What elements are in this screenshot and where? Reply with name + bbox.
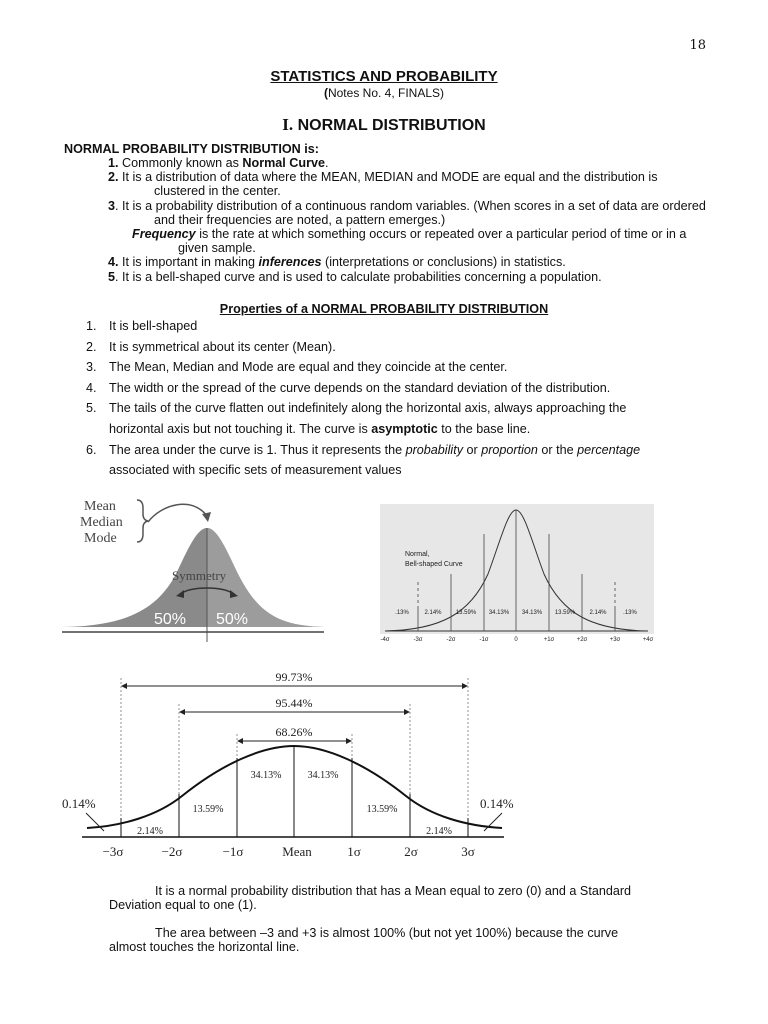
curved-arrow-icon — [148, 504, 207, 522]
definition-item — [108, 170, 708, 198]
item-text: Commonly known as — [122, 156, 243, 170]
definition-item — [108, 255, 708, 269]
section-heading — [0, 115, 768, 135]
definition-item — [108, 199, 708, 227]
property-continuation — [86, 419, 706, 440]
region-pct: .13% — [623, 610, 637, 616]
item-text: It is symmetrical about its center (Mean). — [109, 339, 336, 354]
region-pct: 13.59% — [192, 804, 224, 815]
section-number: I. — [282, 115, 294, 134]
figure-mean-median-mode — [62, 492, 324, 642]
frequency-term: Frequency — [132, 227, 196, 242]
item-text: The area under the curve is 1. Thus it represents the — [109, 442, 406, 457]
arrowhead-icon — [121, 683, 127, 689]
region-pct: 2.14% — [426, 826, 452, 837]
definition-item — [108, 156, 708, 170]
axis-tick: -2σ — [446, 637, 456, 643]
region-pct: 2.14% — [137, 826, 163, 837]
definition-list — [108, 156, 708, 284]
subtitle-paren: ( — [323, 86, 328, 100]
empirical-rule-figure — [62, 668, 514, 864]
page-subtitle — [0, 86, 768, 100]
paragraph-line: almost touches the horizontal line. — [109, 940, 300, 955]
item-italic: percentage — [577, 442, 641, 457]
tail-right-label: 0.14% — [480, 796, 514, 811]
axis-tick: −1σ — [222, 844, 244, 859]
properties-list — [86, 316, 706, 481]
curve-title-2: Bell-shaped Curve — [405, 561, 463, 568]
arrowhead-icon — [346, 738, 352, 744]
item-text: or the — [537, 442, 578, 457]
span-95-label: 95.44% — [275, 696, 313, 710]
item-text: It is important in making — [122, 255, 259, 270]
section-title: NORMAL DISTRIBUTION — [297, 117, 486, 134]
region-pct: 34.13% — [488, 610, 510, 616]
paragraph-line: It is a normal probability distribution that has a Mean equal to zero (0) and a Standard — [155, 884, 632, 898]
region-pct: .13% — [395, 610, 409, 616]
paragraph-line: The area between –3 and +3 is almost 100% (but not yet 100%) because the curve — [155, 926, 619, 940]
property-item — [86, 316, 706, 337]
definition-heading: NORMAL PROBABILITY DISTRIBUTION is: — [64, 142, 319, 156]
item-text: to the base line. — [437, 421, 531, 436]
item-number: 3 — [108, 198, 116, 213]
page-title: STATISTICS AND PROBABILITY — [270, 68, 498, 85]
region-pct: 2.14% — [424, 610, 442, 616]
right-percent: 50% — [216, 611, 249, 628]
axis-tick: +4σ — [642, 637, 654, 643]
arrowhead-icon — [404, 709, 410, 715]
region-pct: 13.59% — [366, 804, 398, 815]
property-item — [86, 440, 706, 461]
item-text: . It is a bell-shaped curve and is used to calculate probabilities concerning a population. — [115, 269, 602, 284]
bell-curve-symmetry-figure — [62, 492, 324, 642]
item-text: is the rate at which something occurs or repeated over a particular period of time or in a given sample. — [178, 227, 687, 256]
axis-tick: 1σ — [347, 844, 361, 859]
axis-tick: 3σ — [461, 844, 475, 859]
item-text: The tails of the curve flatten out indefinitely along the horizontal axis, always approaching the — [109, 401, 627, 416]
axis-tick: +1σ — [543, 637, 555, 643]
curve-title-1: Normal, — [405, 551, 430, 558]
region-pct: 34.13% — [250, 770, 282, 781]
mode-label: Mode — [84, 531, 117, 546]
axis-tick: Mean — [282, 844, 312, 859]
mean-label: Mean — [84, 499, 116, 514]
item-number: 1. — [108, 156, 119, 170]
item-italic: probability — [405, 442, 463, 457]
arrowhead-icon — [202, 512, 211, 522]
axis-tick: -3σ — [413, 637, 423, 643]
page-number: 18 — [689, 38, 706, 53]
axis-tick: +2σ — [576, 637, 588, 643]
region-pct: 13.59% — [554, 610, 576, 616]
axis-tick: +3σ — [609, 637, 621, 643]
item-number: 1. — [86, 319, 97, 333]
item-text: It is a distribution of data where the MEAN, MEDIAN and MODE are equal and the distribution is clustered in the center. — [122, 170, 658, 199]
figure-bell-shaped-curve — [380, 504, 654, 645]
property-continuation: associated with specific sets of measurement values — [109, 463, 402, 478]
axis-tick: -1σ — [479, 637, 489, 643]
median-label: Median — [80, 515, 123, 530]
item-text: (interpretations or conclusions) in statistics. — [321, 255, 566, 270]
item-text: . — [325, 156, 329, 170]
item-bold: inferences — [258, 255, 322, 270]
item-text: The Mean, Median and Mode are equal and they coincide at the center. — [109, 360, 508, 375]
item-number: 4. — [86, 380, 97, 395]
item-text: The width or the spread of the curve depends on the standard deviation of the distribution. — [109, 380, 611, 395]
axis-tick: 2σ — [404, 844, 418, 859]
item-text: . It is a probability distribution of a continuous random variables. (When scores in a set of data are ordered and their frequencies are noted, a pattern emerges.) — [115, 198, 706, 227]
frequency-definition — [108, 227, 708, 255]
item-text: horizontal axis but not touching it. The curve is — [109, 421, 372, 436]
region-pct: 13.59% — [455, 610, 477, 616]
paragraph-line: Deviation equal to one (1). — [109, 898, 257, 913]
span-99-label: 99.73% — [275, 670, 313, 684]
item-text: It is bell-shaped — [109, 319, 198, 333]
definition-item — [108, 270, 708, 284]
axis-tick: −2σ — [161, 844, 183, 859]
figure-background — [380, 504, 654, 634]
arrowhead-icon — [462, 683, 468, 689]
axis-tick: 0 — [514, 637, 518, 643]
brace-icon — [137, 500, 148, 542]
item-number: 3. — [86, 360, 97, 375]
region-pct: 34.13% — [521, 610, 543, 616]
item-number: 4. — [108, 255, 119, 270]
tail-left-label: 0.14% — [62, 796, 96, 811]
property-item — [86, 337, 706, 358]
subtitle-text: Notes No. 4, FINALS) — [327, 86, 445, 100]
bell-shaped-curve-figure — [380, 504, 654, 645]
region-pct: 2.14% — [589, 610, 607, 616]
item-italic: proportion — [481, 442, 538, 457]
property-item — [86, 398, 706, 419]
arrowhead-icon — [179, 709, 185, 715]
left-percent: 50% — [154, 611, 187, 628]
item-bold: asymptotic — [371, 421, 438, 436]
paragraph-area-between — [109, 926, 709, 954]
span-68-label: 68.26% — [275, 725, 313, 739]
region-pct: 34.13% — [307, 770, 339, 781]
item-number: 5. — [86, 401, 97, 416]
item-number: 2. — [108, 170, 119, 185]
symmetry-label: Symmetry — [172, 568, 227, 583]
item-text: or — [463, 442, 482, 457]
figure-empirical-rule — [62, 668, 514, 864]
item-number: 5 — [108, 269, 116, 284]
item-number: 2. — [86, 339, 97, 354]
axis-tick: −3σ — [102, 844, 124, 859]
arrowhead-icon — [237, 738, 243, 744]
item-bold: Normal Curve — [242, 156, 325, 170]
item-number: 6. — [86, 442, 97, 457]
properties-heading: Properties of a NORMAL PROBABILITY DISTRIBUTION — [219, 302, 549, 316]
axis-tick: -4σ — [380, 637, 390, 643]
property-item — [86, 378, 706, 399]
paragraph-standard-normal — [109, 884, 709, 912]
property-item — [86, 357, 706, 378]
